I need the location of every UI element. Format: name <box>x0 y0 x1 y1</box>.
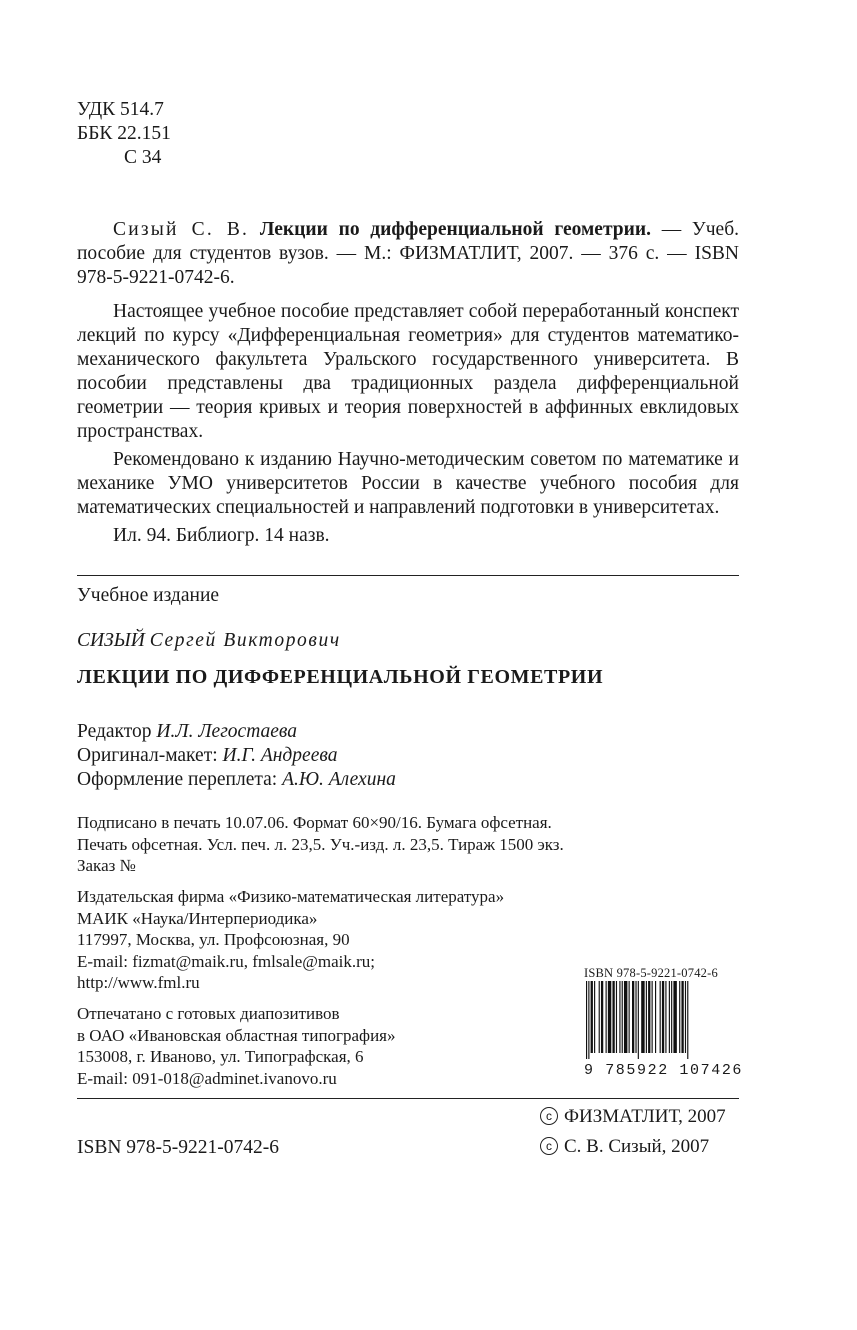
credits-block <box>77 720 396 792</box>
copyright-icon: c <box>540 1137 558 1155</box>
book-title: ЛЕКЦИИ ПО ДИФФЕРЕНЦИАЛЬНОЙ ГЕОМЕТРИИ <box>77 666 604 688</box>
illustrations-note: Ил. 94. Библиогр. 14 назв. <box>113 525 330 546</box>
publisher-line: 117997, Москва, ул. Профсоюзная, 90 <box>77 930 350 949</box>
citation-details: — Учеб. пособие для студентов вузов. — М.: ФИЗМАТЛИТ, 2007. — 376 с. — ISBN 978-5-9221-0742-6. <box>77 219 739 288</box>
printer-line: 153008, г. Иваново, ул. Типографская, 6 <box>77 1047 364 1066</box>
bibliographic-citation <box>77 218 739 290</box>
print-info-line: Подписано в печать 10.07.06. Формат 60×90/16. Бумага офсетная. <box>77 813 552 832</box>
publisher-info <box>77 886 504 994</box>
credit-layout: Оригинал-макет: И.Г. Андреева <box>77 745 338 766</box>
divider-top <box>77 575 739 576</box>
printer-info <box>77 1003 396 1089</box>
copyright-text: С. В. Сизый, 2007 <box>564 1136 710 1157</box>
printer-line: E-mail: 091-018@adminet.ivanovo.ru <box>77 1068 337 1088</box>
publisher-line: http://www.fml.ru <box>77 973 200 992</box>
print-info-line: Заказ № <box>77 856 136 875</box>
copyright-author <box>540 1136 709 1158</box>
credit-editor: Редактор И.Л. Легостаева <box>77 721 298 742</box>
copyright-icon: c <box>540 1107 558 1125</box>
recommendation-paragraph: Рекомендовано к изданию Научно-методическим советом по математике и механике УМО университетов России в качестве учебного пособия для математических специальностей и направлений подготовки в университетах. <box>77 449 739 518</box>
publisher-line: МАИК «Наука/Интерпериодика» <box>77 908 318 928</box>
print-info-line: Печать офсетная. Усл. печ. л. 23,5. Уч.-изд. л. 23,5. Тираж 1500 экз. <box>77 834 564 854</box>
copyright-text: ФИЗМАТЛИТ, 2007 <box>564 1106 726 1127</box>
publisher-line: Издательская фирма «Физико-математическая литература» <box>77 887 505 906</box>
udk-code: УДК 514.7 <box>77 99 164 120</box>
barcode-bars-icon <box>584 981 739 1059</box>
isbn-footer: ISBN 978-5-9221-0742-6 <box>77 1137 280 1158</box>
edition-type: Учебное издание <box>77 585 220 606</box>
copyright-publisher <box>540 1106 726 1128</box>
author-given-names: Сергей Викторович <box>149 630 341 651</box>
printer-line: в ОАО «Ивановская областная типография» <box>77 1025 396 1045</box>
author-full-name <box>77 629 341 653</box>
bbk-code: ББК 22.151 <box>77 123 171 144</box>
publisher-line: E-mail: fizmat@maik.ru, fmlsale@maik.ru; <box>77 951 376 971</box>
author-mark: С 34 <box>124 147 162 168</box>
credit-cover: Оформление переплета: А.Ю. Алехина <box>77 769 396 790</box>
barcode-isbn-label: ISBN 978-5-9221-0742-6 <box>584 966 718 980</box>
printer-line: Отпечатано с готовых диапозитивов <box>77 1004 340 1023</box>
imprint-upper <box>77 98 739 548</box>
author-surname: СИЗЫЙ <box>77 630 145 651</box>
barcode-digits: 9 785922 107426 <box>584 1062 744 1079</box>
abstract-paragraph: Настоящее учебное пособие представляет собой переработанный конспект лекций по курсу «Дифференциальная геометрия» для студентов математико-механического факультета Уральского государственного университета. В пособии представлены два традиционных раздела дифференциальной геометрии — теория кривых и теория поверхностей в аффинных евклидовых пространствах. <box>77 301 739 442</box>
citation-author: Сизый С. В. <box>113 219 250 240</box>
classification-block <box>77 98 739 170</box>
divider-bottom <box>77 1098 739 1099</box>
isbn-barcode <box>584 966 744 1079</box>
citation-title: Лекции по дифференциальной геометрии. <box>259 219 651 240</box>
print-info <box>77 812 564 877</box>
